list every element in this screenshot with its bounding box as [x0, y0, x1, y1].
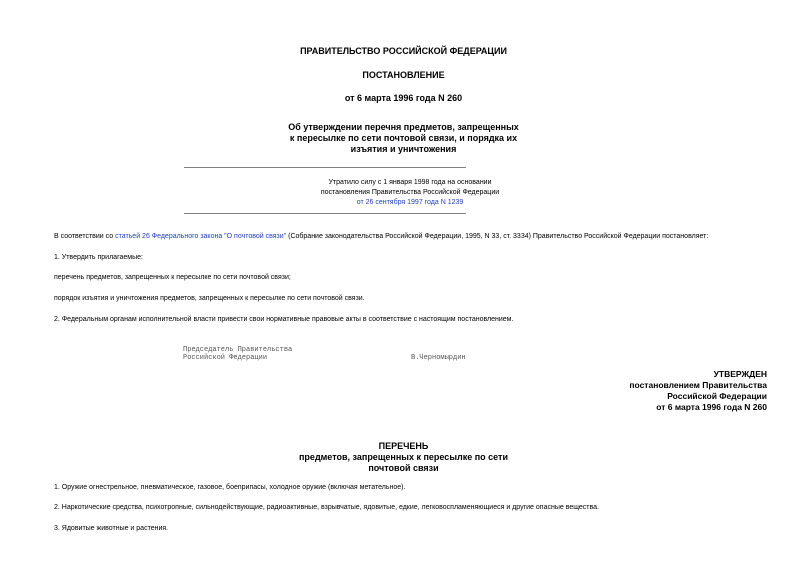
divider-top [184, 167, 466, 168]
signature-title-line-2: Российской Федерации [183, 354, 268, 362]
law-link[interactable]: статьей 26 Федерального закона "О почтовой связи" [115, 233, 287, 240]
signature-title-line-1: Председатель Правительства [183, 346, 293, 354]
paragraph-2: 2. Федеральным органам исполнительной власти привести свои нормативные правовые акты в соответствие с настоящим постановлением. [54, 316, 514, 323]
paragraph-1b: порядок изъятия и уничтожения предметов, запрещенных к пересылке по сети почтовой связи. [54, 295, 365, 302]
approval-line: УТВЕРЖДЕН [713, 369, 767, 379]
approval-line: постановлением Правительства [629, 380, 767, 390]
intro-text: В соответствии со [54, 233, 116, 240]
approval-line: Российской Федерации [667, 391, 767, 401]
title-line: изъятия и уничтожения [350, 144, 457, 154]
approval-stamp [629, 369, 767, 413]
status-note [270, 178, 550, 208]
list-title [0, 441, 807, 474]
list-title-line: почтовой связи [368, 463, 439, 473]
approval-line: от 6 марта 1996 года N 260 [656, 402, 767, 412]
status-note-line: Утратило силу с 1 января 1998 года на основании [328, 179, 492, 186]
document-date: от 6 марта 1996 года N 260 [344, 93, 463, 103]
paragraph-1: 1. Утвердить прилагаемые: [54, 254, 143, 261]
document-title [0, 122, 807, 155]
list-item: 1. Оружие огнестрельное, пневматическое, газовое, боеприпасы, холодное оружие (включая метательное). [54, 484, 406, 491]
status-note-line: постановления Правительства Российской Федерации [320, 189, 500, 196]
title-line: Об утверждении перечня предметов, запрещенных [288, 122, 519, 132]
paragraph-1a: перечень предметов, запрещенных к пересылке по сети почтовой связи; [54, 274, 291, 281]
government-heading: ПРАВИТЕЛЬСТВО РОССИЙСКОЙ ФЕДЕРАЦИИ [300, 46, 507, 56]
intro-text: (Собрание законодательства Российской Федерации, 1995, N 33, ст. 3334) Правительство Российской Федерации постановляет: [286, 233, 709, 240]
list-title-line: предметов, запрещенных к пересылке по сети [299, 452, 508, 462]
list-title-line: ПЕРЕЧЕНЬ [378, 441, 429, 451]
signatory-name: В.Черномырдин [411, 354, 466, 362]
repeal-link[interactable]: от 26 сентября 1997 года N 1239 [356, 199, 464, 206]
list-item: 2. Наркотические средства, психотропные, сильнодействующие, радиоактивные, взрывчатые, ядовитые, едкие, легковоспламеняющиеся и другие опасные вещества. [54, 504, 599, 511]
intro-paragraph [54, 233, 708, 240]
divider-bottom [184, 213, 466, 214]
title-line: к пересылке по сети почтовой связи, и порядка их [289, 133, 518, 143]
document-type: ПОСТАНОВЛЕНИЕ [362, 70, 445, 80]
list-item: 3. Ядовитые животные и растения. [54, 525, 169, 532]
